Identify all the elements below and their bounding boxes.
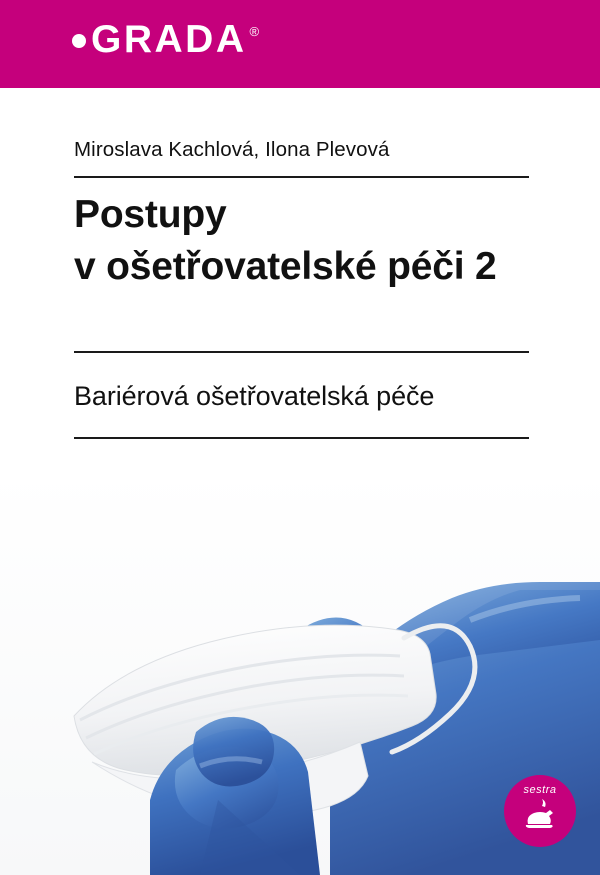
- divider-top: [74, 176, 529, 178]
- grada-logo: [72, 18, 259, 62]
- publisher-name: GRADA: [91, 18, 247, 61]
- divider-middle: [74, 351, 529, 353]
- book-subtitle: Bariérová ošetřovatelská péče: [74, 381, 435, 411]
- sestra-badge: [504, 775, 576, 847]
- book-title-line-2: v ošetřovatelské péči 2: [74, 245, 497, 288]
- publisher-band: [0, 0, 600, 88]
- book-title-line-1: Postupy: [74, 193, 227, 236]
- book-authors: Miroslava Kachlová, Ilona Plevová: [74, 138, 390, 161]
- circle-dot-icon: [72, 34, 86, 48]
- badge-label: sestra: [523, 784, 557, 796]
- book-title: [74, 189, 544, 293]
- oil-lamp-icon: [520, 798, 560, 832]
- trademark-symbol: ®: [249, 24, 260, 39]
- divider-bottom: [74, 437, 529, 439]
